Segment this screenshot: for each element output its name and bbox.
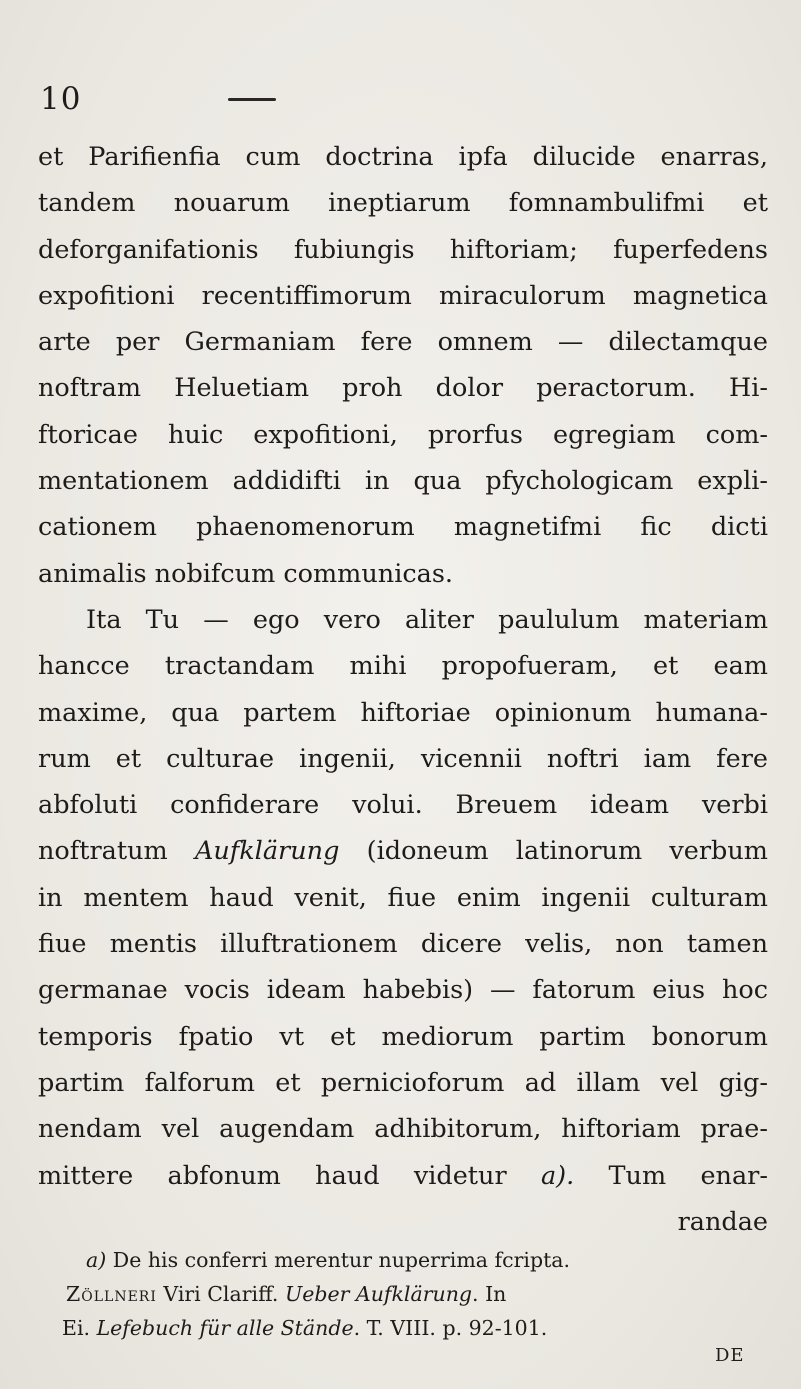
- page-number: 10: [40, 81, 82, 117]
- text-line: abfoluti confiderare volui. Breuem ideam verbi: [38, 790, 768, 821]
- footnote-line: [38, 1311, 768, 1345]
- text-line: animalis nobifcum communicas.: [38, 558, 454, 589]
- text-line: fiue mentis illuftrationem dicere velis, non tamen: [38, 929, 768, 960]
- text-fragment: Ei.: [62, 1316, 97, 1340]
- catchword: DE: [715, 1345, 745, 1366]
- text-line: partim falforum et pernicioforum ad illam vel gig-: [38, 1067, 768, 1098]
- text-line: tandem nouarum ineptiarum fomnambulifmi et: [38, 188, 768, 219]
- text-fragment: mittere abfonum haud videtur: [38, 1160, 541, 1191]
- text-line: rum et culturae ingenii, vicennii noftri iam fere: [38, 743, 768, 774]
- main-text-block: [38, 134, 768, 1245]
- text-line: temporis fpatio vt et mediorum partim bonorum: [38, 1021, 768, 1052]
- text-fragment: . T. VIII. p. 92-101.: [353, 1316, 548, 1340]
- text-line: hancce tractandam mihi propofueram, et eam: [38, 651, 768, 682]
- header-ornament-rule: [228, 98, 276, 101]
- german-term: Aufklärung: [194, 836, 340, 867]
- text-fragment: (idoneum latinorum verbum: [339, 836, 768, 867]
- text-line: germanae vocis ideam habebis) — fatorum eius hoc: [38, 975, 768, 1006]
- footnote-reference: a).: [540, 1160, 575, 1191]
- text-line: mentationem addidifti in qua pfychologicam expli-: [38, 466, 768, 497]
- footnote-line: [38, 1277, 768, 1311]
- text-line: maxime, qua partem hiftoriae opinionum humana-: [38, 697, 768, 728]
- text-fragment: . In: [472, 1282, 507, 1306]
- text-fragment: Viri Clariff.: [156, 1282, 285, 1306]
- footnote: [38, 1243, 768, 1345]
- text-line: cationem phaenomenorum magnetifmi fic dicti: [38, 512, 768, 543]
- text-line: nendam vel augendam adhibitorum, hiftoriam prae-: [38, 1114, 768, 1145]
- footnote-line: [38, 1243, 768, 1277]
- author-name: Zöllneri: [66, 1282, 157, 1306]
- text-line: [38, 1153, 768, 1199]
- text-line: noftram Heluetiam proh dolor peractorum. Hi-: [38, 373, 768, 404]
- text-fragment: noftratum: [38, 836, 195, 867]
- book-title: Lefebuch für alle Stände: [96, 1316, 354, 1340]
- text-line: ftoricae huic expofitioni, prorfus egregiam com-: [38, 419, 768, 450]
- text-line: et Parifienfia cum doctrina ipfa dilucide enarras,: [38, 142, 768, 172]
- text-line: deforganifationis fubiungis hiftoriam; fuperfedens: [38, 234, 768, 265]
- footnote-marker: a): [86, 1248, 107, 1272]
- paragraph-start-line: Ita Tu — ego vero aliter paululum materiam: [86, 604, 768, 635]
- text-line: [38, 828, 768, 874]
- text-fragment: De his conferri merentur nuperrima fcripta.: [112, 1248, 571, 1272]
- text-line: expofitioni recentiffimorum miraculorum magnetica: [38, 280, 768, 311]
- text-line: arte per Germaniam fere omnem — dilectamque: [38, 327, 768, 358]
- text-line: randae: [677, 1206, 768, 1237]
- text-line: in mentem haud venit, fiue enim ingenii culturam: [38, 882, 768, 913]
- book-title: Ueber Aufklärung: [284, 1282, 473, 1306]
- text-fragment: Tum enar-: [574, 1160, 768, 1191]
